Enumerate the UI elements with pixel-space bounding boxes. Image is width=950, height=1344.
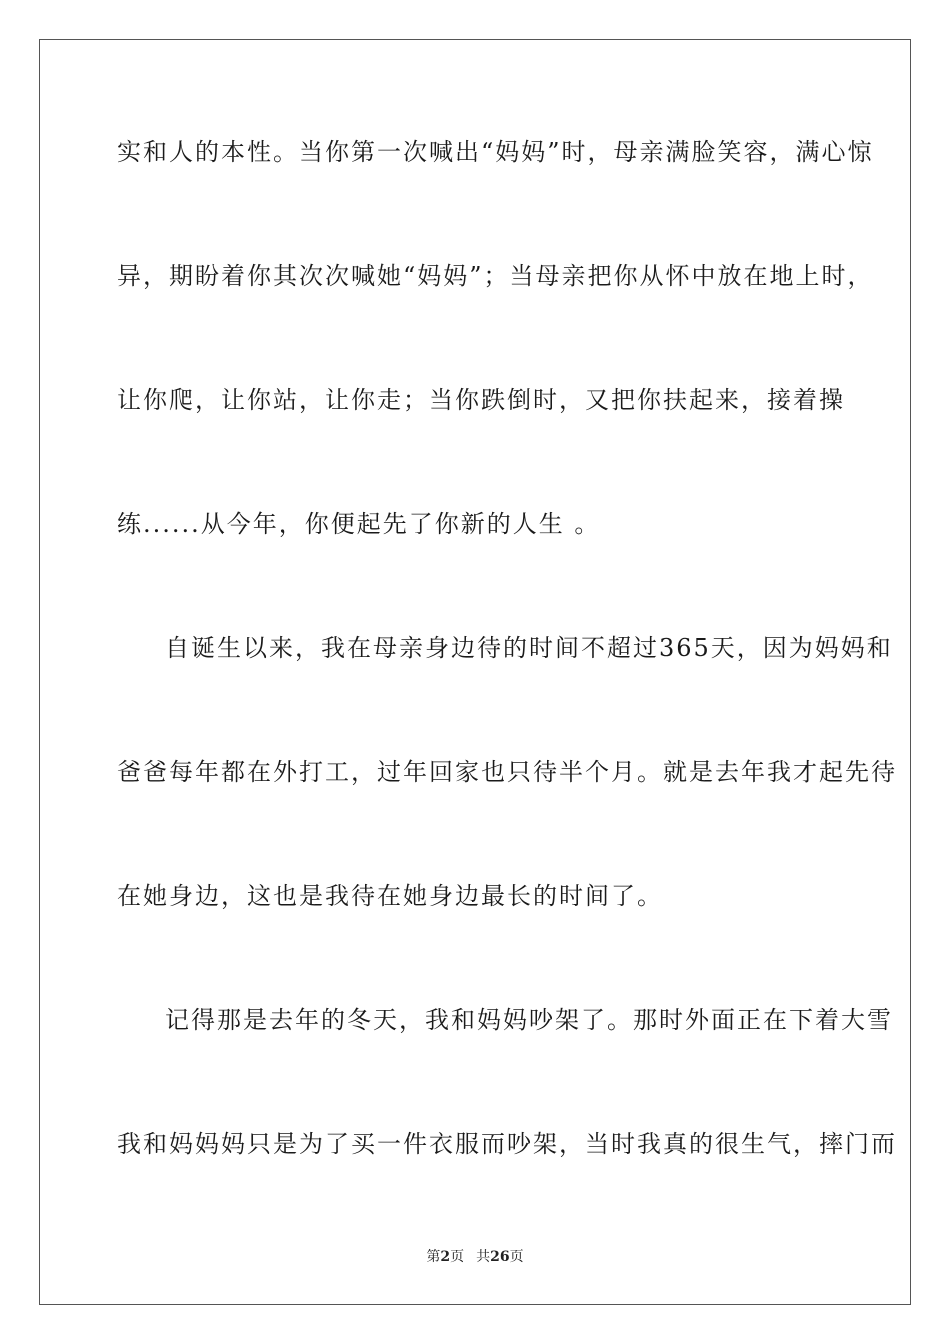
text-line: 练......从今年，你便起先了你新的人生 。 (117, 510, 601, 538)
page-footer (0, 1248, 950, 1266)
text-line: 我和妈妈妈只是为了买一件衣服而吵架，当时我真的很生气，摔门而 (117, 1130, 897, 1158)
text-line: 记得那是去年的冬天，我和妈妈吵架了。那时外面正在下着大雪 (165, 1006, 893, 1034)
text-line: 异，期盼着你其次次喊她“妈妈”；当母亲把你从怀中放在地上时， (117, 262, 874, 290)
page-frame (39, 39, 911, 1305)
page-number: 2 (440, 1249, 451, 1265)
total-pages: 26 (490, 1249, 510, 1265)
text-line: 在她身边，这也是我待在她身边最长的时间了。 (117, 882, 663, 910)
text-line: 自诞生以来，我在母亲身边待的时间不超过365天，因为妈妈和 (165, 634, 893, 662)
text-line: 让你爬，让你站，让你走；当你跌倒时，又把你扶起来，接着操 (117, 386, 845, 414)
total-suffix: 页 (509, 1249, 524, 1265)
page-suffix: 页 (450, 1249, 465, 1265)
text-line: 实和人的本性。当你第一次喊出“妈妈”时，母亲满脸笑容，满心惊 (117, 138, 874, 166)
text-line: 爸爸每年都在外打工，过年回家也只待半个月。就是去年我才起先待 (117, 758, 897, 786)
total-prefix: 共 (476, 1249, 491, 1265)
page-prefix: 第 (426, 1249, 441, 1265)
